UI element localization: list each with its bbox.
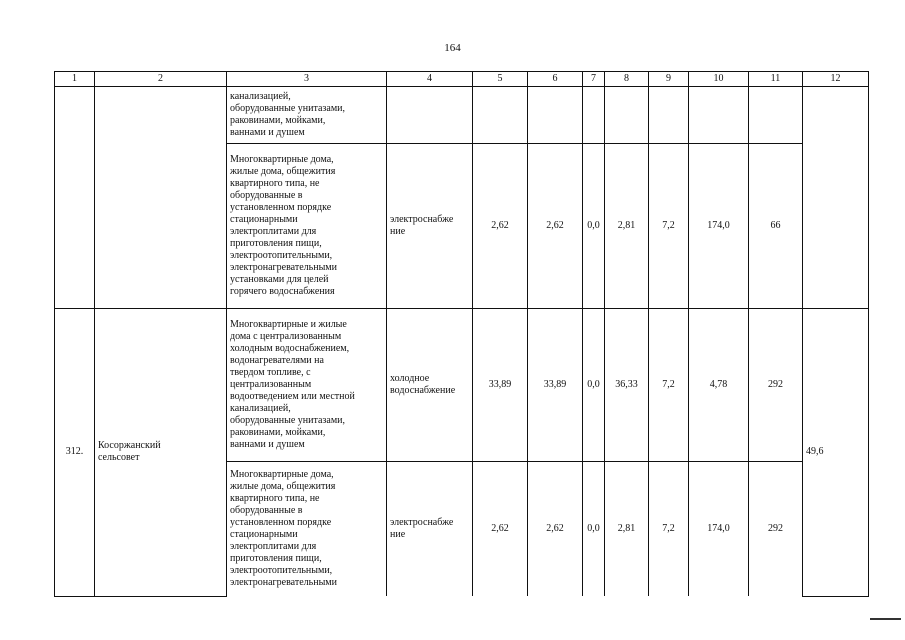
value-cell xyxy=(473,87,528,144)
value-cell: 66 xyxy=(749,144,803,309)
value-cell: 174,0 xyxy=(689,462,749,597)
value-cell: 33,89 xyxy=(528,309,583,462)
header-cell: 6 xyxy=(528,72,583,87)
value-cell: 2,62 xyxy=(528,144,583,309)
col12-cell xyxy=(803,87,869,309)
entry-number: 312. xyxy=(55,309,95,597)
description-cell: Многоквартирные дома, жилые дома, общежития квартирного типа, не оборудованные в установленном порядке стационарными электроплитами для приготовления пищи, электроотопительными, электронагревательными xyxy=(227,462,387,597)
value-cell: 0,0 xyxy=(583,309,605,462)
value-cell: 7,2 xyxy=(649,462,689,597)
header-cell: 9 xyxy=(649,72,689,87)
header-cell: 4 xyxy=(387,72,473,87)
header-cell: 5 xyxy=(473,72,528,87)
entry-col12-value: 49,6 xyxy=(803,309,869,597)
tariff-table xyxy=(54,71,869,597)
value-cell: 174,0 xyxy=(689,144,749,309)
description-cell: канализацией, оборудованные унитазами, раковинами, мойками, ваннами и душем xyxy=(227,87,387,144)
page-number: 164 xyxy=(444,42,461,54)
value-cell: 0,0 xyxy=(583,462,605,597)
description-cell: Многоквартирные и жилые дома с централизованным холодным водоснабжением, водонагревателями на твердом топливе, с централизованным водоотведением или местной канализацией, оборудованные унитазами, раковинами, мойками, ваннами и душем xyxy=(227,309,387,462)
header-cell: 2 xyxy=(95,72,227,87)
entry-name-cell xyxy=(95,87,227,309)
header-cell: 10 xyxy=(689,72,749,87)
value-cell: 2,62 xyxy=(528,462,583,597)
entry-name: Косоржанский сельсовет xyxy=(95,309,227,597)
header-cell: 8 xyxy=(605,72,649,87)
table-row xyxy=(55,87,869,144)
value-cell: 0,0 xyxy=(583,144,605,309)
value-cell: 292 xyxy=(749,309,803,462)
service-cell: электроснабже ние xyxy=(387,144,473,309)
header-cell: 7 xyxy=(583,72,605,87)
service-cell xyxy=(387,87,473,144)
header-row xyxy=(55,72,869,87)
header-cell: 11 xyxy=(749,72,803,87)
value-cell: 292 xyxy=(749,462,803,597)
header-cell: 3 xyxy=(227,72,387,87)
value-cell xyxy=(749,87,803,144)
table-row xyxy=(55,309,869,462)
value-cell xyxy=(583,87,605,144)
header-cell: 12 xyxy=(803,72,869,87)
value-cell xyxy=(649,87,689,144)
margin-rule xyxy=(870,618,901,620)
value-cell xyxy=(528,87,583,144)
description-cell: Многоквартирные дома, жилые дома, общежития квартирного типа, не оборудованные в установленном порядке стационарными электроплитами для приготовления пищи, электроотопительными, электронагревательными установками для целей горячего водоснабжения xyxy=(227,144,387,309)
value-cell: 36,33 xyxy=(605,309,649,462)
header-cell: 1 xyxy=(55,72,95,87)
value-cell: 7,2 xyxy=(649,144,689,309)
value-cell xyxy=(689,87,749,144)
value-cell: 4,78 xyxy=(689,309,749,462)
value-cell: 2,81 xyxy=(605,462,649,597)
value-cell: 2,62 xyxy=(473,144,528,309)
service-cell: холодное водоснабжение xyxy=(387,309,473,462)
value-cell: 2,81 xyxy=(605,144,649,309)
value-cell: 2,62 xyxy=(473,462,528,597)
entry-number-cell xyxy=(55,87,95,309)
value-cell: 7,2 xyxy=(649,309,689,462)
value-cell: 33,89 xyxy=(473,309,528,462)
value-cell xyxy=(605,87,649,144)
service-cell: электроснабже ние xyxy=(387,462,473,597)
